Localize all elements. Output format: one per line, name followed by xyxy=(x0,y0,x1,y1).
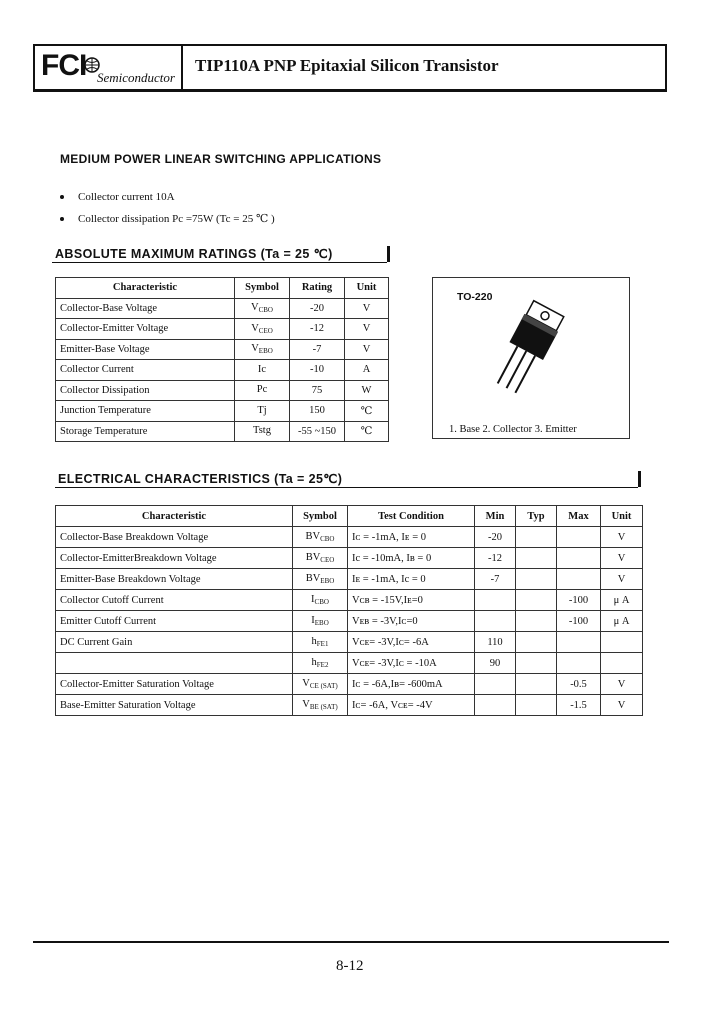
max-cell xyxy=(557,569,601,590)
unit-cell: V xyxy=(345,339,389,360)
characteristic-cell: Emitter-Base Breakdown Voltage xyxy=(56,569,293,590)
condition-cell: Ic = -10mA, Iʙ = 0 xyxy=(348,548,475,569)
typ-cell xyxy=(516,674,557,695)
characteristic-cell: Base-Emitter Saturation Voltage xyxy=(56,695,293,716)
unit-cell: V xyxy=(345,298,389,319)
table-row xyxy=(56,653,643,674)
unit-cell: V xyxy=(601,695,643,716)
absolute-max-title: ABSOLUTE MAXIMUM RATINGS (Ta = 25 ℃) xyxy=(52,246,387,263)
column-header: Unit xyxy=(345,278,389,299)
table-row xyxy=(56,632,643,653)
min-cell xyxy=(475,611,516,632)
column-header: Characteristic xyxy=(56,506,293,527)
max-cell: -1.5 xyxy=(557,695,601,716)
min-cell xyxy=(475,674,516,695)
table-row xyxy=(56,527,643,548)
feature-text: Collector dissipation Pc =75W (Tc = 25 ℃ ) xyxy=(78,213,275,225)
table-row xyxy=(56,590,643,611)
logo-letters: FCI xyxy=(41,49,87,82)
symbol-cell: Ic xyxy=(235,360,290,381)
table-row xyxy=(56,674,643,695)
max-cell: -100 xyxy=(557,611,601,632)
feature-item xyxy=(60,191,175,203)
unit-cell: ℃ xyxy=(345,401,389,422)
min-cell: -7 xyxy=(475,569,516,590)
unit-cell: V xyxy=(601,527,643,548)
feature-item xyxy=(60,212,275,225)
pin-legend: 1. Base 2. Collector 3. Emitter xyxy=(449,424,577,435)
typ-cell xyxy=(516,548,557,569)
table-row xyxy=(56,569,643,590)
electrical-table xyxy=(55,505,643,716)
page-number: 8-12 xyxy=(336,958,364,974)
table-row xyxy=(56,298,389,319)
table-row xyxy=(56,695,643,716)
footer-divider xyxy=(33,941,669,943)
table-row xyxy=(56,611,643,632)
characteristic-cell: Collector-Emitter Saturation Voltage xyxy=(56,674,293,695)
table-header-row xyxy=(56,506,643,527)
rating-cell: 75 xyxy=(290,380,345,401)
table-header-row xyxy=(56,278,389,299)
condition-cell: Iᴇ = -1mA, Ic = 0 xyxy=(348,569,475,590)
min-cell xyxy=(475,695,516,716)
column-header: Characteristic xyxy=(56,278,235,299)
symbol-cell: Pc xyxy=(235,380,290,401)
rating-cell: -7 xyxy=(290,339,345,360)
rating-cell: -55 ~150 xyxy=(290,421,345,442)
characteristic-cell: Emitter Cutoff Current xyxy=(56,611,293,632)
application-heading: MEDIUM POWER LINEAR SWITCHING APPLICATIONS xyxy=(60,152,382,166)
max-cell xyxy=(557,632,601,653)
condition-cell: Iᴄ = -6A,Iʙ= -600mA xyxy=(348,674,475,695)
symbol-cell: $h_{FE1}$ xyxy=(293,632,348,653)
feature-text: Collector current 10A xyxy=(78,191,175,203)
header-bar xyxy=(33,44,667,92)
max-cell: -0.5 xyxy=(557,674,601,695)
unit-cell: V xyxy=(345,319,389,340)
rating-cell: -20 xyxy=(290,298,345,319)
min-cell: -12 xyxy=(475,548,516,569)
unit-cell: W xyxy=(345,380,389,401)
column-header: Typ xyxy=(516,506,557,527)
absolute-max-table xyxy=(55,277,389,442)
condition-cell: Vᴄʙ = -15V,Iᴇ=0 xyxy=(348,590,475,611)
symbol-cell: Tstg xyxy=(235,421,290,442)
symbol-cell: $BV_{EBO}$ xyxy=(293,569,348,590)
symbol-cell: $I_{CBO}$ xyxy=(293,590,348,611)
characteristic-cell: Storage Temperature xyxy=(56,421,235,442)
characteristic-cell: Emitter-Base Voltage xyxy=(56,339,235,360)
typ-cell xyxy=(516,590,557,611)
transistor-package-icon xyxy=(489,298,569,403)
characteristic-cell xyxy=(56,653,293,674)
unit-cell: V xyxy=(601,548,643,569)
table-row xyxy=(56,380,389,401)
symbol-cell: $h_{FE2}$ xyxy=(293,653,348,674)
bullet-icon xyxy=(60,195,64,199)
condition-cell: Iᴄ = -1mA, Iᴇ = 0 xyxy=(348,527,475,548)
column-header: Max xyxy=(557,506,601,527)
typ-cell xyxy=(516,695,557,716)
column-header: Test Condition xyxy=(348,506,475,527)
table-row xyxy=(56,339,389,360)
column-header: Min xyxy=(475,506,516,527)
max-cell: -100 xyxy=(557,590,601,611)
package-name: TO-220 xyxy=(457,291,493,303)
characteristic-cell: Collector-Emitter Voltage xyxy=(56,319,235,340)
typ-cell xyxy=(516,569,557,590)
characteristic-cell: Collector-EmitterBreakdown Voltage xyxy=(56,548,293,569)
condition-cell: Vᴇʙ = -3V,Iᴄ=0 xyxy=(348,611,475,632)
symbol-cell: $V_{EBO}$ xyxy=(235,339,290,360)
symbol-cell: $BV_{CBO}$ xyxy=(293,527,348,548)
rating-cell: -10 xyxy=(290,360,345,381)
column-header: Rating xyxy=(290,278,345,299)
min-cell: -20 xyxy=(475,527,516,548)
symbol-cell: $BV_{CEO}$ xyxy=(293,548,348,569)
unit-cell: A xyxy=(345,360,389,381)
rating-cell: -12 xyxy=(290,319,345,340)
condition-cell: Vᴄᴇ= -3V,Iᴄ= -6A xyxy=(348,632,475,653)
min-cell xyxy=(475,590,516,611)
typ-cell xyxy=(516,632,557,653)
column-header: Unit xyxy=(601,506,643,527)
electrical-title: ELECTRICAL CHARACTERISTICS (Ta = 25℃) xyxy=(55,471,638,488)
rating-cell: 150 xyxy=(290,401,345,422)
max-cell xyxy=(557,548,601,569)
symbol-cell: $V_{BE (SAT)}$ xyxy=(293,695,348,716)
characteristic-cell: Collector Dissipation xyxy=(56,380,235,401)
table-row xyxy=(56,360,389,381)
characteristic-cell: Collector Current xyxy=(56,360,235,381)
table-row xyxy=(56,548,643,569)
min-cell: 90 xyxy=(475,653,516,674)
column-header: Symbol xyxy=(235,278,290,299)
condition-cell: Vᴄᴇ= -3V,Iᴄ = -10A xyxy=(348,653,475,674)
unit-cell xyxy=(601,653,643,674)
symbol-cell: $V_{CE (SAT)}$ xyxy=(293,674,348,695)
unit-cell: μ A xyxy=(601,611,643,632)
max-cell xyxy=(557,527,601,548)
column-header: Symbol xyxy=(293,506,348,527)
logo-subtitle: Semiconductor xyxy=(97,70,175,85)
unit-cell: V xyxy=(601,569,643,590)
symbol-cell: Tj xyxy=(235,401,290,422)
characteristic-cell: Collector-Base Breakdown Voltage xyxy=(56,527,293,548)
typ-cell xyxy=(516,527,557,548)
characteristic-cell: Junction Temperature xyxy=(56,401,235,422)
characteristic-cell: Collector Cutoff Current xyxy=(56,590,293,611)
table-row xyxy=(56,401,389,422)
symbol-cell: $V_{CEO}$ xyxy=(235,319,290,340)
symbol-cell: $V_{CBO}$ xyxy=(235,298,290,319)
package-box xyxy=(432,277,630,439)
characteristic-cell: Collector-Base Voltage xyxy=(56,298,235,319)
logo xyxy=(35,46,183,89)
document-title: TIP110A PNP Epitaxial Silicon Transistor xyxy=(195,56,499,75)
table-row xyxy=(56,319,389,340)
condition-cell: Iᴄ= -6A, Vᴄᴇ= -4V xyxy=(348,695,475,716)
unit-cell xyxy=(601,632,643,653)
typ-cell xyxy=(516,611,557,632)
symbol-cell: $I_{EBO}$ xyxy=(293,611,348,632)
unit-cell: ℃ xyxy=(345,421,389,442)
min-cell: 110 xyxy=(475,632,516,653)
max-cell xyxy=(557,653,601,674)
bullet-icon xyxy=(60,217,64,221)
table-row xyxy=(56,421,389,442)
characteristic-cell: DC Current Gain xyxy=(56,632,293,653)
unit-cell: μ A xyxy=(601,590,643,611)
typ-cell xyxy=(516,653,557,674)
unit-cell: V xyxy=(601,674,643,695)
